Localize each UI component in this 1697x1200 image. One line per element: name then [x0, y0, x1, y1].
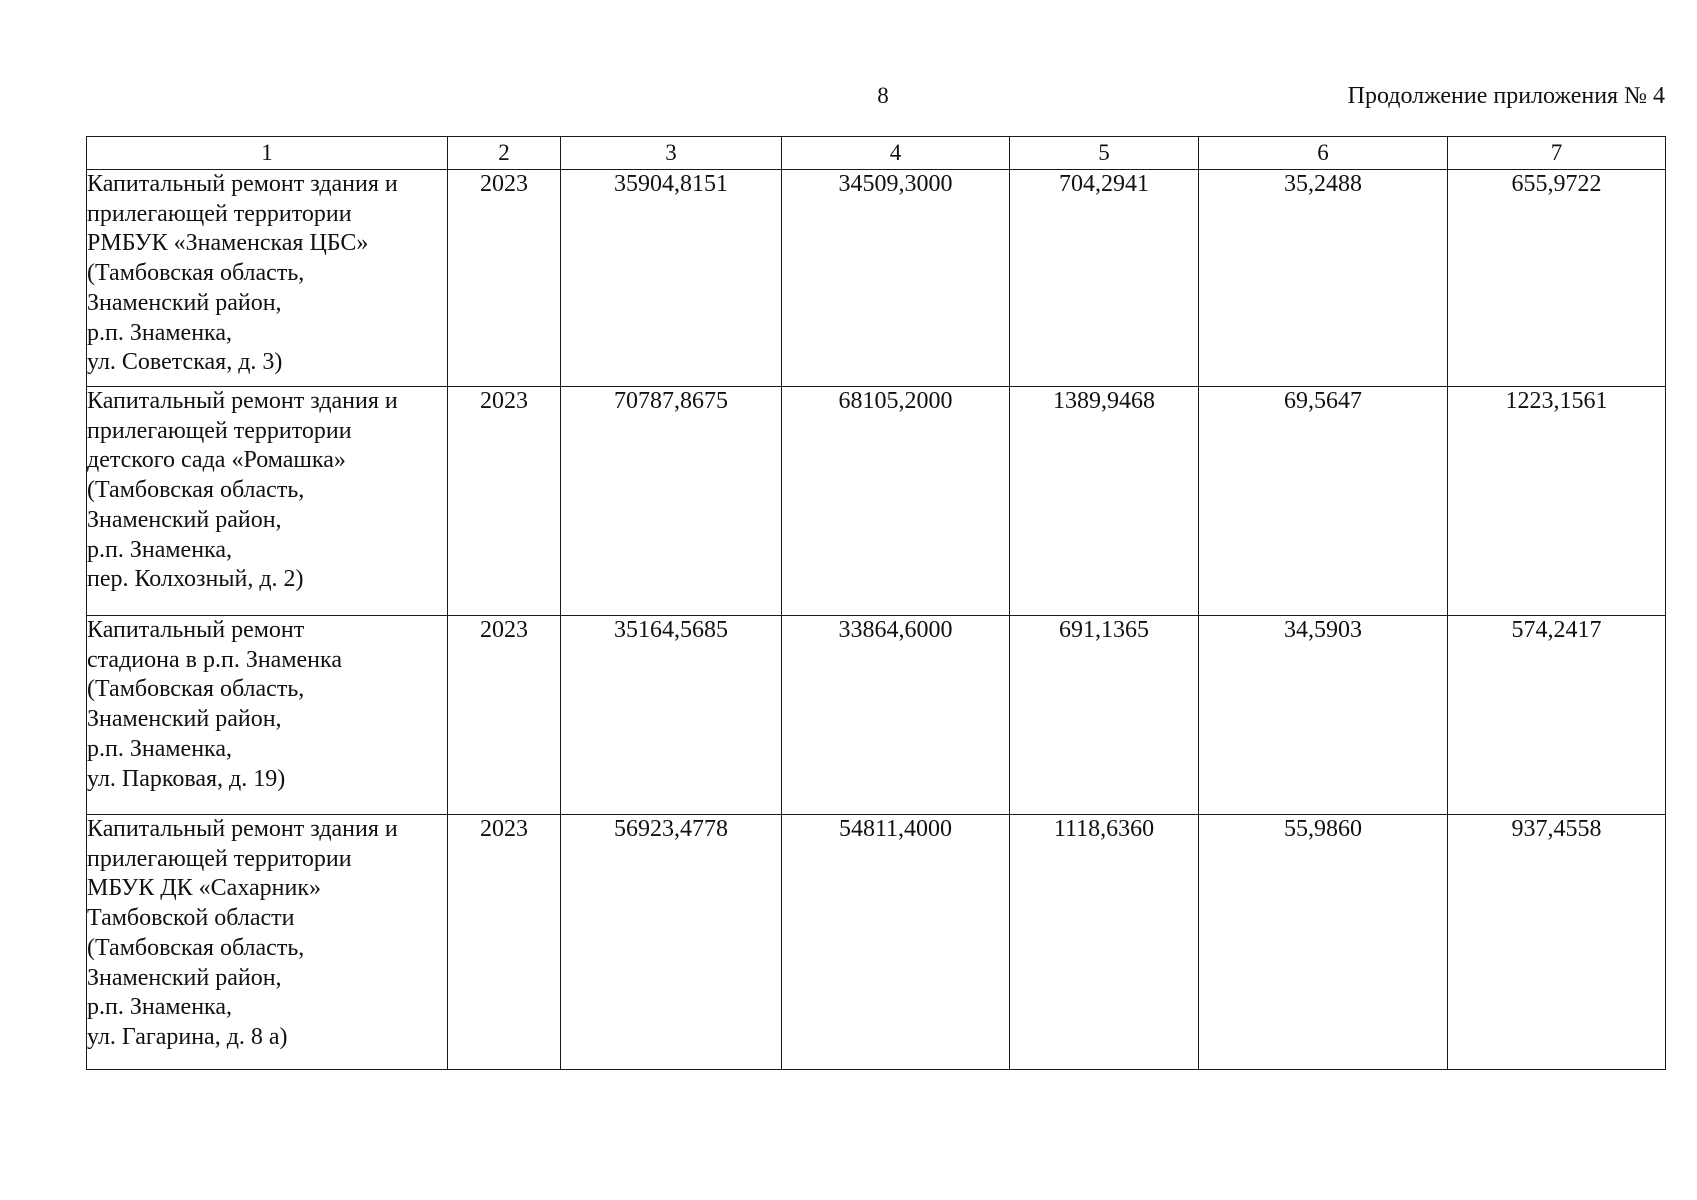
object-name-line: (Тамбовская область, [87, 260, 305, 287]
table-row [87, 616, 1666, 815]
column-header: 4 [782, 137, 1010, 170]
value-cell-col4: 54811,4000 [782, 815, 1010, 1070]
object-name-line: прилегающей территории [87, 200, 352, 227]
value-cell-col3: 35164,5685 [561, 616, 782, 815]
value-cell-col4: 33864,6000 [782, 616, 1010, 815]
object-name-line: пер. Колхозный, д. 2) [87, 566, 304, 593]
value-cell-col5: 1389,9468 [1010, 387, 1199, 616]
object-name-line: (Тамбовская область, [87, 934, 305, 961]
object-name-line: Капитальный ремонт здания и [87, 171, 398, 197]
table-row [87, 815, 1666, 1070]
object-name-line: Капитальный ремонт здания и [87, 388, 398, 414]
value-cell-col4: 34509,3000 [782, 170, 1010, 387]
object-name-line: Знаменский район, [87, 289, 282, 316]
appendix-continuation-label: Продолжение приложения № 4 [1347, 83, 1665, 109]
object-name-line: детского сада «Ромашка» [87, 447, 346, 474]
year-cell: 2023 [448, 387, 561, 616]
object-name-line: (Тамбовская область, [87, 477, 305, 504]
value-cell-col7: 655,9722 [1448, 170, 1666, 387]
column-header: 5 [1010, 137, 1199, 170]
object-name-cell [87, 170, 448, 387]
object-name-line: Тамбовской области [87, 905, 295, 932]
year-cell: 2023 [448, 170, 561, 387]
object-name-line: прилегающей территории [87, 417, 352, 444]
object-name-line: р.п. Знаменка, [87, 735, 232, 762]
object-name-line: стадиона в р.п. Знаменка [87, 646, 342, 673]
object-name-line: Знаменский район, [87, 706, 282, 733]
object-name-line: МБУК ДК «Сахарник» [87, 875, 321, 902]
object-name-line: прилегающей территории [87, 845, 352, 872]
object-name-line: Знаменский район, [87, 964, 282, 991]
page-number: 8 [877, 83, 889, 108]
column-header: 1 [87, 137, 448, 170]
year-cell: 2023 [448, 815, 561, 1070]
table-row [87, 387, 1666, 616]
object-name-line: р.п. Знаменка, [87, 536, 232, 563]
object-name-line: Капитальный ремонт здания и [87, 816, 398, 842]
object-name-line: ул. Парковая, д. 19) [87, 765, 286, 792]
appendix-table [86, 136, 1666, 1070]
value-cell-col5: 704,2941 [1010, 170, 1199, 387]
object-name-line: РМБУК «Знаменская ЦБС» [87, 230, 369, 257]
object-name-line: ул. Советская, д. 3) [87, 349, 283, 376]
year-cell: 2023 [448, 616, 561, 815]
value-cell-col3: 56923,4778 [561, 815, 782, 1070]
object-name-cell [87, 387, 448, 616]
value-cell-col7: 1223,1561 [1448, 387, 1666, 616]
value-cell-col6: 69,5647 [1199, 387, 1448, 616]
value-cell-col6: 34,5903 [1199, 616, 1448, 815]
value-cell-col7: 937,4558 [1448, 815, 1666, 1070]
column-header: 7 [1448, 137, 1666, 170]
value-cell-col6: 35,2488 [1199, 170, 1448, 387]
table-row [87, 170, 1666, 387]
value-cell-col5: 1118,6360 [1010, 815, 1199, 1070]
column-header: 2 [448, 137, 561, 170]
value-cell-col7: 574,2417 [1448, 616, 1666, 815]
value-cell-col3: 70787,8675 [561, 387, 782, 616]
object-name-line: Капитальный ремонт [87, 617, 305, 643]
object-name-line: ул. Гагарина, д. 8 а) [87, 1023, 288, 1050]
object-name-line: Знаменский район, [87, 506, 282, 533]
value-cell-col3: 35904,8151 [561, 170, 782, 387]
column-header: 3 [561, 137, 782, 170]
object-name-cell [87, 616, 448, 815]
object-name-line: р.п. Знаменка, [87, 994, 232, 1021]
value-cell-col6: 55,9860 [1199, 815, 1448, 1070]
value-cell-col5: 691,1365 [1010, 616, 1199, 815]
value-cell-col4: 68105,2000 [782, 387, 1010, 616]
table-header-row [87, 137, 1666, 170]
object-name-line: р.п. Знаменка, [87, 319, 232, 346]
object-name-line: (Тамбовская область, [87, 676, 305, 703]
object-name-cell [87, 815, 448, 1070]
column-header: 6 [1199, 137, 1448, 170]
